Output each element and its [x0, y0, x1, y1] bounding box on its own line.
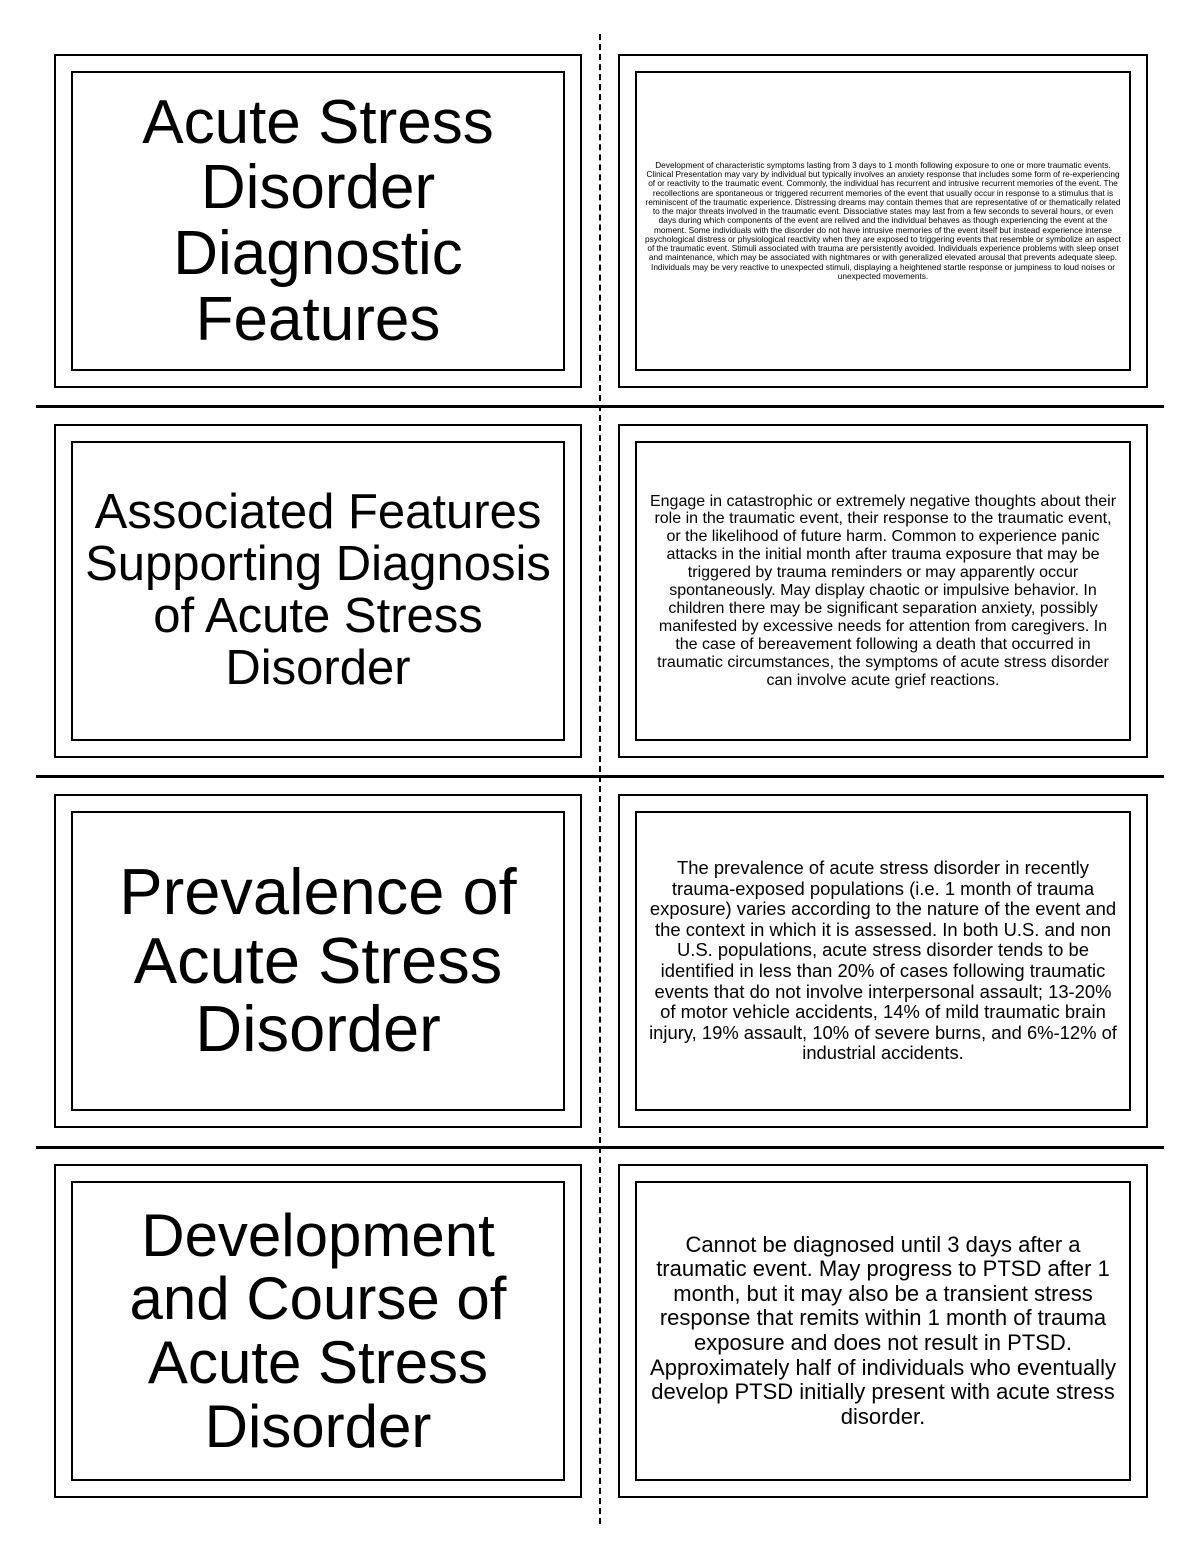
flashcard-term-4: [54, 1164, 582, 1498]
horizontal-cut-line: [36, 1146, 1164, 1149]
card-definition: The prevalence of acute stress disorder in recently trauma-exposed populations (i.e. 1 month of trauma exposure) varies according to the nature of the event and the context in which it is assessed. In both U.S. and non U.S. populations, acute stress disorder tends to be identified in less than 20% of cases following traumatic events that do not involve interpersonal assault; 13-20% of motor vehicle accidents, 14% of mild traumatic brain injury, 19% assault, 10% of severe burns, and 6%-12% of industrial accidents.: [649, 856, 1117, 1064]
card-definition: Cannot be diagnosed until 3 days after a traumatic event. May progress to PTSD after 1 month, but it may also be a transient stress response that remits within 1 month of trauma exposure and does not result in PTSD. Approximately half of individuals who eventually develop PTSD initially present with acute stress disorder.: [650, 1231, 1116, 1429]
flashcard-term-1: [54, 54, 582, 388]
card-definition: Development of characteristic symptoms lasting from 3 days to 1 month following exposure to one or more traumatic events. Clinical Presentation may vary by individual but typically involves an anxiety response that includes some form of re-experiencing of or reactivity to the traumatic event. Commonly, the individual has recurrent and intrusive recurrent memories of the event. The recollections are spontaneous or triggered recurrent memories of the event that usually occur in response to a stimulus that is reminiscent of the traumatic experience. Distressing dreams may contain themes that are representative of or thematically related to the major threats involved in the traumatic event. Dissociative states may last from a few seconds to several hours, or even days during which components of the event are relived and the individual behaves as though experiencing the event at the moment. Some individuals with the disorder do not have intrusive memories of the event itself but instead experience intense psychological distress or physiological reactivity when they are exposed to triggering events that resemble or symbolize an aspect of the traumatic event. Stimuli associated with trauma are persistently avoided. Individuals experience problems with sleep onset and maintenance, which may be associated with nightmares or with generalized elevated arousal that prevents adequate sleep. Individuals may be very reactive to unexpected stimuli, displaying a heightened startle response or jumpiness to loud noises or unexpected movements.: [645, 159, 1121, 282]
card-term: Acute Stress Disorder Diagnostic Features: [142, 87, 494, 354]
flashcard-term-3: [54, 794, 582, 1128]
horizontal-cut-line: [36, 775, 1164, 778]
card-term: Development and Course of Acute Stress Disorder: [129, 1201, 507, 1460]
card-term: Prevalence of Acute Stress Disorder: [119, 854, 517, 1066]
vertical-cut-line: [599, 34, 601, 1524]
flashcard-term-2: [54, 424, 582, 758]
flashcard-definition-4: [618, 1164, 1148, 1498]
flashcard-definition-1: [618, 54, 1148, 388]
flashcard-definition-2: [618, 424, 1148, 758]
card-term: Associated Features Supporting Diagnosis of Acute Stress Disorder: [85, 485, 551, 695]
horizontal-cut-line: [36, 405, 1164, 408]
flashcard-definition-3: [618, 794, 1148, 1128]
card-definition: Engage in catastrophic or extremely negative thoughts about their role in the traumatic event, their response to the traumatic event, or the likelihood of future harm. Common to experience panic attacks in the initial month after trauma exposure that may be triggered by trauma reminders or may apparently occur spontaneously. May display chaotic or impulsive behavior. In children there may be significant separation anxiety, possibly manifested by excessive needs for attention from caregivers. In the case of bereavement following a death that occurred in traumatic circumstances, the symptoms of acute stress disorder can involve acute grief reactions.: [649, 492, 1117, 689]
